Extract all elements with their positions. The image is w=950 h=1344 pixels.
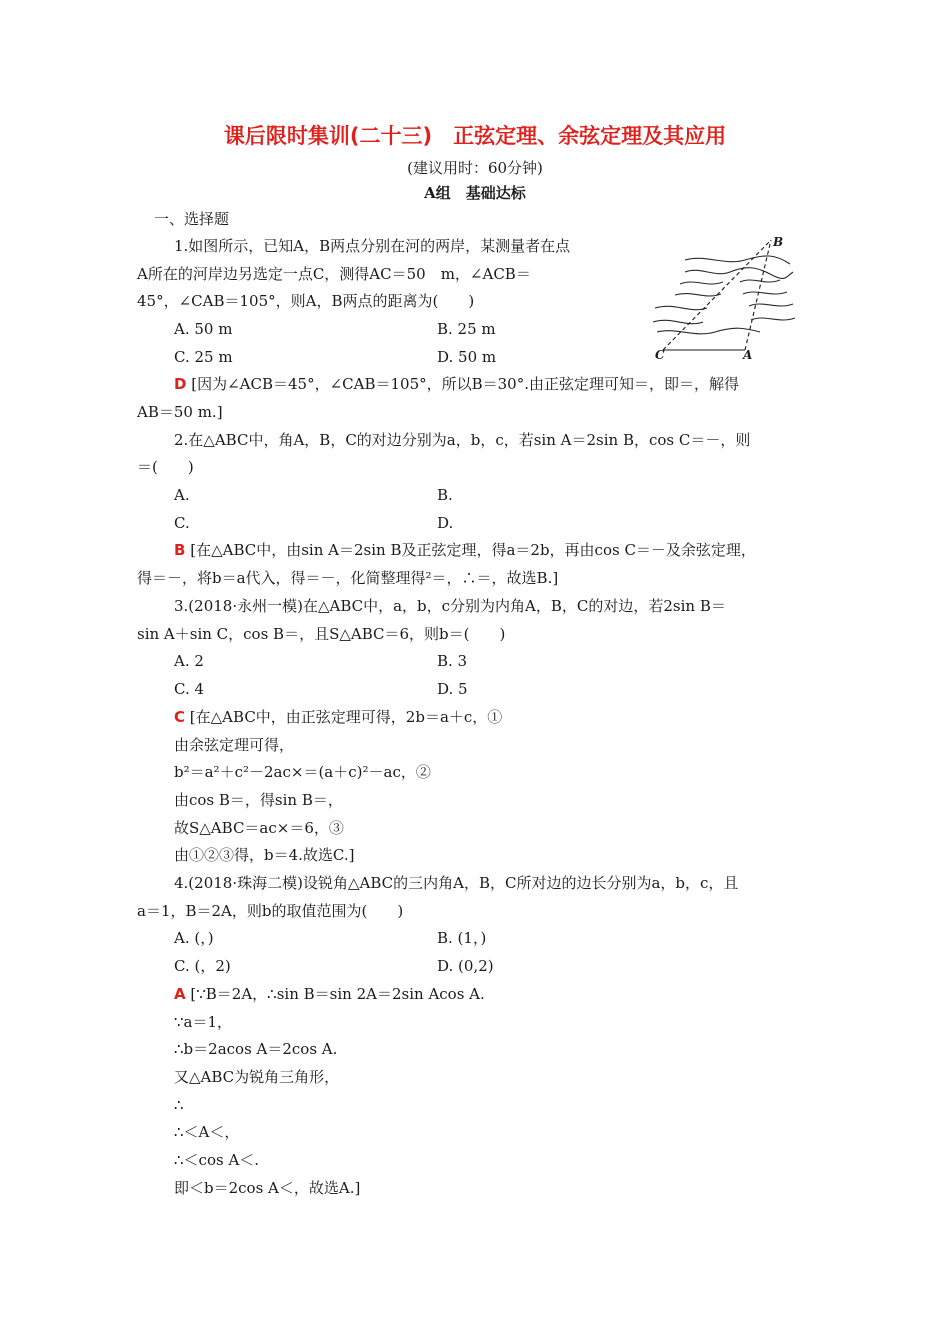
river-diagram: [645, 232, 805, 362]
q2-answer-letter: B: [174, 541, 186, 559]
q2-line-1: 2.在△ABC中，角A，B，C的对边分别为a，b，c，若sin A＝2sin B，cos C＝－，则: [174, 431, 751, 449]
q4-line-2: a＝1，B＝2A，则b的取值范围为( ): [137, 902, 404, 920]
q4-answer-line-6: ∴＜A＜，: [174, 1123, 240, 1141]
q2-answer-line-1: [174, 540, 756, 560]
q3-answer-line-5: 故S△ABC＝ac×＝6，③: [174, 819, 344, 837]
river-waves: [653, 256, 795, 334]
section-heading: 一、选择题: [154, 210, 230, 228]
q2-option-d: D.: [437, 514, 454, 532]
q1-option-d: D. 50 m: [437, 348, 497, 366]
q4-answer-line-1: [174, 984, 485, 1004]
q1-option-a: A. 50 m: [174, 320, 233, 338]
q1-line-1: 1.如图所示，已知A，B两点分别在河的两岸，某测量者在点: [174, 237, 571, 255]
q3-answer-line-2: 由余弦定理可得，: [174, 736, 295, 754]
q2-option-a: A.: [174, 486, 190, 504]
point-b-label: B: [773, 235, 784, 249]
q4-answer-line-5: ∴: [174, 1096, 184, 1114]
q4-option-c: C. (，2): [174, 957, 231, 975]
survey-triangle: [663, 240, 771, 350]
q4-answer-line-3: ∴b＝2acos A＝2cos A.: [174, 1040, 338, 1058]
q1-answer-line-1: [174, 374, 739, 394]
q2-line-2: ＝( ): [137, 458, 194, 476]
q3-option-b: B. 3: [437, 652, 468, 670]
q3-option-a: A. 2: [174, 652, 204, 670]
q4-answer-line-4: 又△ABC为锐角三角形，: [174, 1068, 340, 1086]
q2-answer-line-2: 得＝－，将b＝a代入，得＝－，化简整理得²＝，∴＝，故选B.]: [137, 569, 559, 587]
q4-option-b: B. (1，): [437, 929, 487, 947]
q1-answer-letter: D: [174, 375, 187, 393]
q4-answer-letter: A: [174, 985, 186, 1003]
q3-line-2: sin A＋sin C，cos B＝，且S△ABC＝6，则b＝( ): [137, 625, 506, 643]
q4-answer-text: [∵B＝2A，∴sin B＝sin 2A＝2sin Acos A.: [190, 985, 485, 1003]
q3-answer-letter: C: [174, 708, 186, 726]
q1-answer-line-2: AB＝50 m.]: [137, 403, 223, 421]
q2-answer-text: [在△ABC中，由sin A＝2sin B及正弦定理，得a＝2b，再由cos C＝－及余弦定理，: [190, 541, 756, 559]
q3-answer-line-4: 由cos B＝，得sin B＝，: [174, 791, 343, 809]
group-heading: A组 基础达标: [424, 184, 526, 202]
q2-option-c: C.: [174, 514, 190, 532]
q3-option-c: C. 4: [174, 680, 205, 698]
q4-answer-line-8: 即＜b＝2cos A＜，故选A.]: [174, 1179, 361, 1197]
q1-answer-text: [因为∠ACB＝45°，∠CAB＝105°，所以B＝30°.由正弦定理可知＝，即＝，解得: [191, 375, 739, 393]
q4-answer-line-2: ∵a＝1，: [174, 1013, 233, 1031]
point-a-label: A: [743, 348, 753, 362]
page-title: 课后限时集训(二十三) 正弦定理、余弦定理及其应用: [223, 124, 727, 148]
q3-option-d: D. 5: [437, 680, 468, 698]
q1-line-3: 45°，∠CAB＝105°，则A，B两点的距离为( ): [137, 292, 475, 310]
q3-answer-text: [在△ABC中，由正弦定理可得，2b＝a＋c，①: [189, 708, 503, 726]
point-c-label: C: [655, 348, 665, 362]
q1-line-2: A所在的河岸边另选定一点C，测得AC＝50 m，∠ACB＝: [137, 265, 531, 283]
q4-answer-line-7: ∴＜cos A＜.: [174, 1151, 260, 1169]
q3-line-1: 3.(2018·永州一模)在△ABC中，a，b，c分别为内角A，B，C的对边，若2sin B＝: [174, 597, 726, 615]
time-hint: (建议用时：60分钟): [407, 159, 543, 177]
q3-answer-line-6: 由①②③得，b＝4.故选C.]: [174, 846, 355, 864]
q2-option-b: B.: [437, 486, 453, 504]
q1-option-b: B. 25 m: [437, 320, 496, 338]
q4-line-1: 4.(2018·珠海二模)设锐角△ABC的三内角A，B，C所对边的边长分别为a，b，c，且: [174, 874, 739, 892]
q3-answer-line-3: b²＝a²＋c²－2ac×＝(a＋c)²－ac，②: [174, 763, 431, 781]
q4-option-d: D. (0,2): [437, 957, 494, 975]
q1-option-c: C. 25 m: [174, 348, 233, 366]
q3-answer-line-1: [174, 707, 502, 727]
q4-option-a: A. (，): [174, 929, 214, 947]
